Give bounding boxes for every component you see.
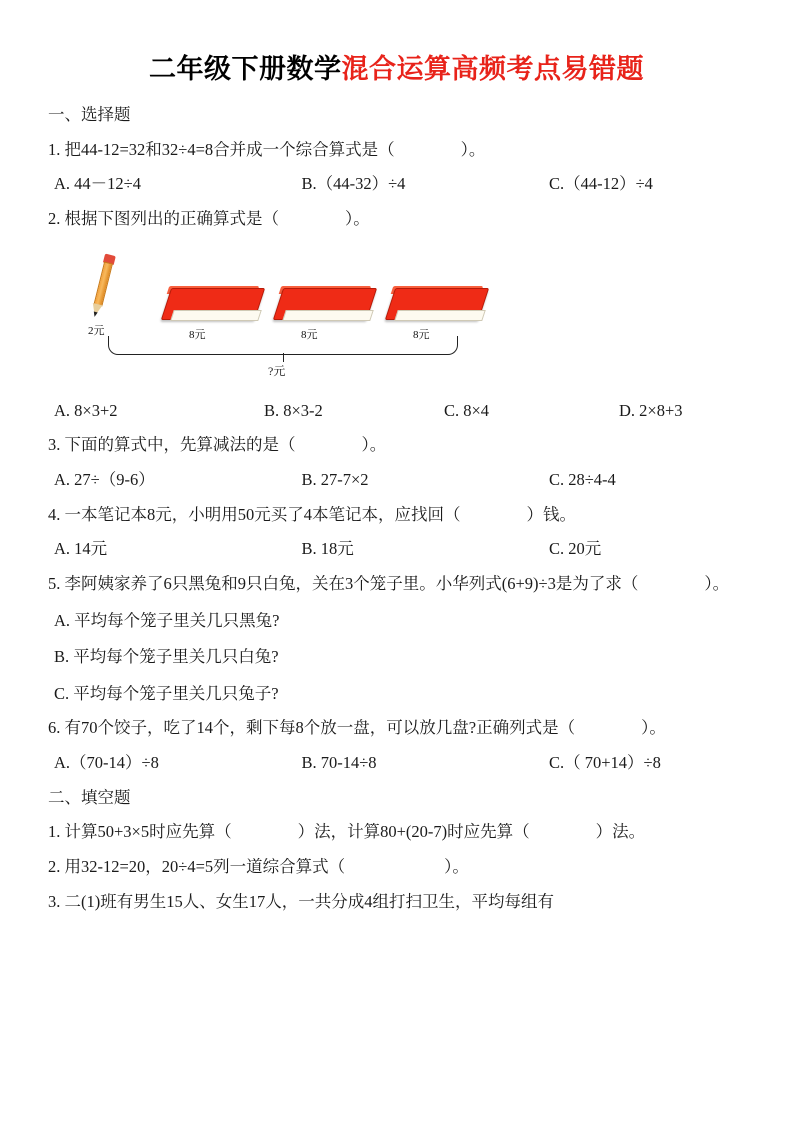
question-4-options — [54, 537, 747, 562]
question-1-options — [54, 172, 747, 197]
question-5-text: 5. 李阿姨家养了6只黑兔和9只白兔，关在3个笼子里。小华列式(6+9)÷3是为了求（ ）。 — [48, 574, 730, 594]
question-4-option-c[interactable]: C. 20元 — [549, 539, 602, 559]
question-6-option-a[interactable]: A.（70-14）÷8 — [54, 752, 159, 772]
question-4-option-a[interactable]: A. 14元 — [54, 539, 108, 559]
question-2-option-c[interactable]: C. 8×4 — [444, 400, 490, 420]
question-2-options — [54, 399, 747, 424]
question-2-option-a[interactable]: A. 8×3+2 — [54, 400, 118, 420]
book-icon-3 — [390, 280, 486, 326]
question-5-options — [46, 608, 747, 707]
question-3-option-c[interactable]: C. 28÷4-4 — [549, 470, 616, 490]
book-price-label-1: 8元 — [189, 328, 206, 341]
book-icon-1 — [166, 280, 262, 326]
question-6-options — [54, 751, 747, 776]
book-price-label-2: 8元 — [301, 328, 318, 341]
page-title — [46, 52, 747, 87]
total-label: ?元 — [268, 363, 286, 378]
total-brace — [108, 336, 458, 355]
question-6-option-c[interactable]: C.（ 70+14）÷8 — [549, 752, 661, 772]
pencil-price-label: 2元 — [88, 324, 105, 337]
fill-question-2: 2. 用32-12=20，20÷4=5列一道综合算式（ ）。 — [48, 856, 469, 876]
question-1-text: 1. 把44-12=32和32÷4=8合并成一个综合算式是（ ）。 — [48, 139, 486, 159]
question-5-option-a[interactable]: A. 平均每个笼子里关几只黑兔? — [54, 610, 280, 630]
fill-question-1: 1. 计算50+3×5时应先算（ ）法，计算80+(20-7)时应先算（ ）法。 — [48, 822, 646, 842]
book-icon-2 — [278, 280, 374, 326]
question-1-option-b[interactable]: B.（44-32）÷4 — [301, 174, 406, 194]
question-1-option-c[interactable]: C.（44-12）÷4 — [549, 174, 653, 194]
question-2-option-d[interactable]: D. 2×8+3 — [619, 400, 683, 420]
question-2-text: 2. 根据下图列出的正确算式是（ ）。 — [48, 209, 370, 229]
pencil-icon — [87, 254, 119, 319]
question-6-option-b[interactable]: B. 70-14÷8 — [301, 752, 377, 772]
fill-question-3: 3. 二(1)班有男生15人、女生17人，一共分成4组打扫卫生，平均每组有 — [48, 891, 554, 911]
section-heading-choice: 一、选择题 — [48, 105, 131, 125]
page-title-red: 混合运算高频考点易错题 — [341, 54, 644, 84]
question-4-option-b[interactable]: B. 18元 — [301, 539, 354, 559]
question-3-text: 3. 下面的算式中，先算减法的是（ ）。 — [48, 435, 387, 455]
page-title-black: 二年级下册数学 — [149, 54, 342, 84]
question-3-option-a[interactable]: A. 27÷（9-6） — [54, 470, 155, 490]
question-3-option-b[interactable]: B. 27-7×2 — [301, 470, 369, 490]
book-price-label-3: 8元 — [413, 328, 430, 341]
question-6-text: 6. 有70个饺子，吃了14个，剩下每8个放一盘，可以放几盘?正确列式是（ ）。 — [48, 718, 666, 738]
question-1-option-a[interactable]: A. 44－12÷4 — [54, 174, 141, 194]
question-5-option-b[interactable]: B. 平均每个笼子里关几只白兔? — [54, 647, 279, 667]
question-3-options — [54, 468, 747, 493]
section-heading-fill: 二、填空题 — [48, 787, 131, 807]
question-4-text: 4. 一本笔记本8元，小明用50元买了4本笔记本，应找回（ ）钱。 — [48, 504, 576, 524]
question-2-option-b[interactable]: B. 8×3-2 — [264, 400, 323, 420]
question-2-figure — [46, 244, 747, 389]
question-5-option-c[interactable]: C. 平均每个笼子里关几只兔子? — [54, 683, 279, 703]
